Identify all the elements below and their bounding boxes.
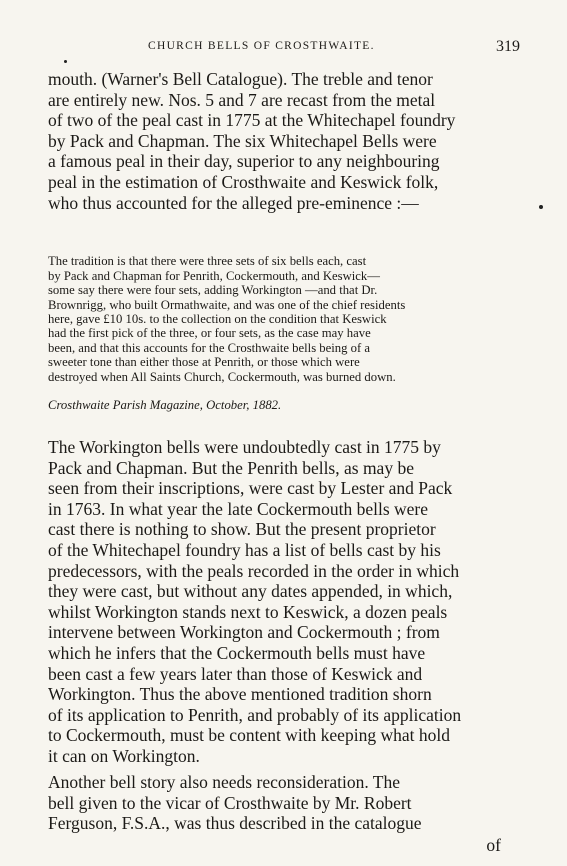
page-header <box>48 38 520 56</box>
print-speck <box>64 60 67 63</box>
quote-text: The tradition is that there were three sets of six bells each, cast by Pack and Chapman for Penrith, Cockermouth, and Keswick— some say there were four sets, adding Workington —and that Dr. Brownrigg, who built Ormathwaite, and was one of the chief residents here, gave £10 10s. to the collection on the condition that Keswick had the first pick of the three, or four sets, as the case may have been, and that this accounts for the Crosthwaite bells being of a sweeter tone than either those at Penrith, or those which were destroyed when All Saints Church, Cockermouth, was burned down. <box>48 254 406 384</box>
paragraph-another-bell-story: Another bell story also needs reconsideration. The bell given to the vicar of Crosthwaite by Mr. Robert Ferguson, F.S.A., was thus described in the catalogue <box>48 772 422 834</box>
paragraph-bell-catalogue: mouth. (Warner's Bell Catalogue). The treble and tenor are entirely new. Nos. 5 and 7 are recast from the metal of two of the peal cast in 1775 at the Whitechapel foundry by Pack and Chapman. The six Whitechapel Bells were a famous peal in their day, superior to any neighbouring peal in the estimation of Crosthwaite and Keswick folk, who thus accounted for the alleged pre-eminence :— <box>48 69 456 213</box>
running-title: CHURCH BELLS OF CROSTHWAITE. <box>148 40 375 52</box>
catchword: of <box>486 835 501 855</box>
print-speck <box>539 205 543 209</box>
quote-source: Crosthwaite Parish Magazine, October, 1882. <box>48 398 282 413</box>
block-quote-tradition <box>48 240 512 413</box>
paragraph-workington-bells: The Workington bells were undoubtedly cast in 1775 by Pack and Chapman. But the Penrith bells, as may be seen from their inscriptions, were cast by Lester and Pack in 1763. In what year the late Cockermouth bells were cast there is nothing to show. But the present proprietor of the Whitechapel foundry has a list of bells cast by his predecessors, with the peals recorded in the order in which they were cast, but without any dates appended, in which, whilst Workington stands next to Keswick, a dozen peals intervene between Workington and Cockermouth ; from which he infers that the Cockermouth bells must have been cast a few years later than those of Keswick and Workington. Thus the above mentioned tradition shorn of its application to Penrith, and probably of its application to Cockermouth, must be content with keeping what hold it can on Workington. <box>48 437 462 766</box>
page-number: 319 <box>496 38 520 55</box>
